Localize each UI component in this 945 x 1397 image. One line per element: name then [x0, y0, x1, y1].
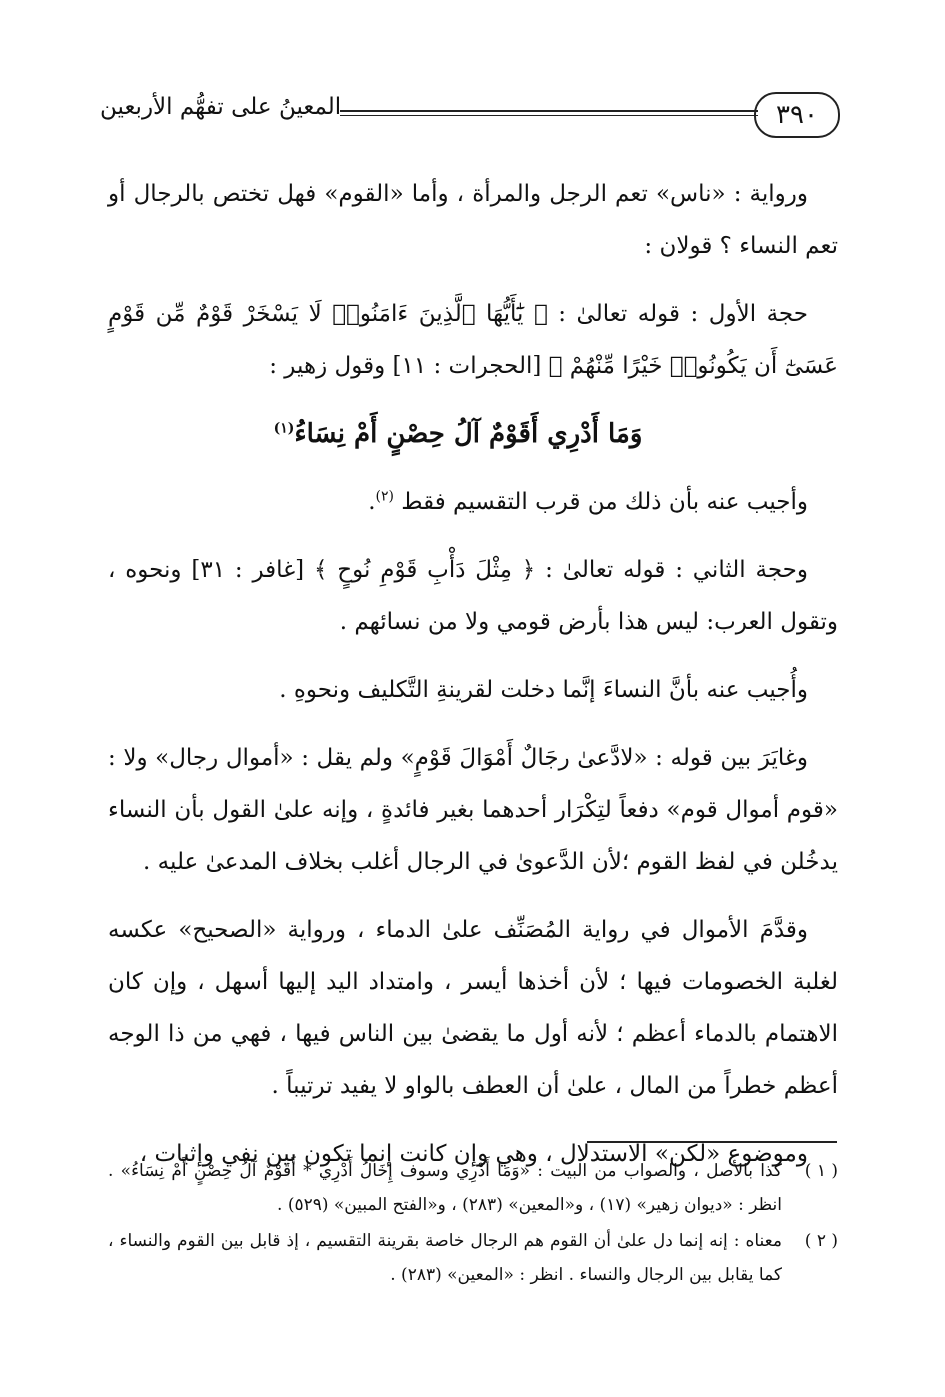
footnote-number: ( ٢ ) [804, 1231, 838, 1251]
paragraph: ورواية : «ناس» تعم الرجل والمرأة ، وأما «القوم» فهل تختص بالرجال أو تعم النساء ؟ قولان : [108, 181, 838, 259]
paragraph: وحجة الثاني : قوله تعالىٰ : ﴿ مِثْلَ دَأْبِ قَوْمِ نُوحٍ ﴾ [غافر : ٣١] ونحوه ، وتقول العرب: ليس هذا بأرض قومي ولا من نسائهم . [108, 557, 838, 635]
footnote [108, 1224, 838, 1292]
paragraph: وموضوع «لكن» الاستدلال ، وهي وإن كانت إنما تكون بين نفي وإثبات ، [139, 1141, 808, 1167]
paragraph: حجة الأول : قوله تعالىٰ : ﴿ يَٰٓأَيُّهَا ٱلَّذِينَ ءَامَنُوا۟ لَا يَسْخَرْ قَوْمٌ مِّن قَوْمٍ عَسَىٰٓ أَن يَكُونُوا۟ خَيْرًا مِّنْهُمْ ﴾ [الحجرات : ١١] وقول زهير : [108, 301, 838, 379]
footnote-text: كذا بالأصل ، والصواب من البيت : «وَمَا أَدْرِي وسوف إِخَالُ أَدْرِي * أَقَوْمٌ آلُ حِصْنٍ أَمْ نِسَاءُ» . انظر : «ديوان زهير» (١٧) ، و«المعين» (٢٨٣) ، و«الفتح المبين» (٥٢٩) . [108, 1161, 782, 1215]
footnote [108, 1154, 838, 1222]
footnote-number: ( ١ ) [804, 1161, 838, 1181]
paragraph-text: وأجيب عنه بأن ذلك من قرب التقسيم فقط [401, 489, 808, 515]
footnote-ref: (١) [273, 420, 295, 437]
footnote-ref: (٢) [375, 488, 394, 505]
footnote-separator [587, 1141, 837, 1143]
paragraph: وقدَّمَ الأموال في رواية المُصَنِّف علىٰ الدماء ، ورواية «الصحيح» عكسه لغلبة الخصومات فيها ؛ لأن أخذها أيسر ، وامتداد اليد إليها أسهل ، وإن كان الاهتمام بالدماء أعظم ؛ لأنه أول ما يقضىٰ بين الناس فيها ، فهي من ذا الوجه أعظم خطراً من المال ، علىٰ أن العطف بالواو لا يفيد ترتيباً . [108, 917, 838, 1099]
paragraph [108, 476, 838, 528]
page-number: ٣٩٠ [754, 92, 840, 138]
paragraph: وغايَرَ بين قوله : «لادَّعىٰ رجَالٌ أَمْوَالَ قَوْمٍ» ولم يقل : «أموال رجال» ولا : «قوم أموال قوم» دفعاً لتِكْرَار أحدهما بغير فائدةٍ ، وإنه علىٰ القول بأن النساء يدخُلن في لفظ القوم ؛لأن الدَّعوىٰ في الرجال أغلب بخلاف المدعىٰ عليه . [108, 745, 838, 875]
running-title: المعينُ على تفهُّم الأربعين [100, 94, 342, 120]
paragraph-end: . [368, 489, 376, 515]
header-rule [340, 110, 758, 116]
footnotes [108, 1154, 838, 1294]
footnote-text: معناه : إنه إنما دل علىٰ أن القوم هم الرجال خاصة بقرينة التقسيم ، إذ قابل بين القوم والنساء ، كما يقابل بين الرجال والنساء . انظر : «المعين» (٢٨٣) . [108, 1231, 782, 1285]
verse-text: وَمَا أَدْرِي أَقَوْمٌ آلُ حِصْنٍ أَمْ نِسَاءُ [294, 419, 643, 449]
paragraph: وأُجيب عنه بأنَّ النساءَ إنَّما دخلت لقرينةِ التَّكليف ونحوهِ . [279, 677, 808, 703]
poetry-verse [108, 408, 838, 460]
main-text [108, 168, 838, 1196]
page-header [100, 92, 840, 136]
